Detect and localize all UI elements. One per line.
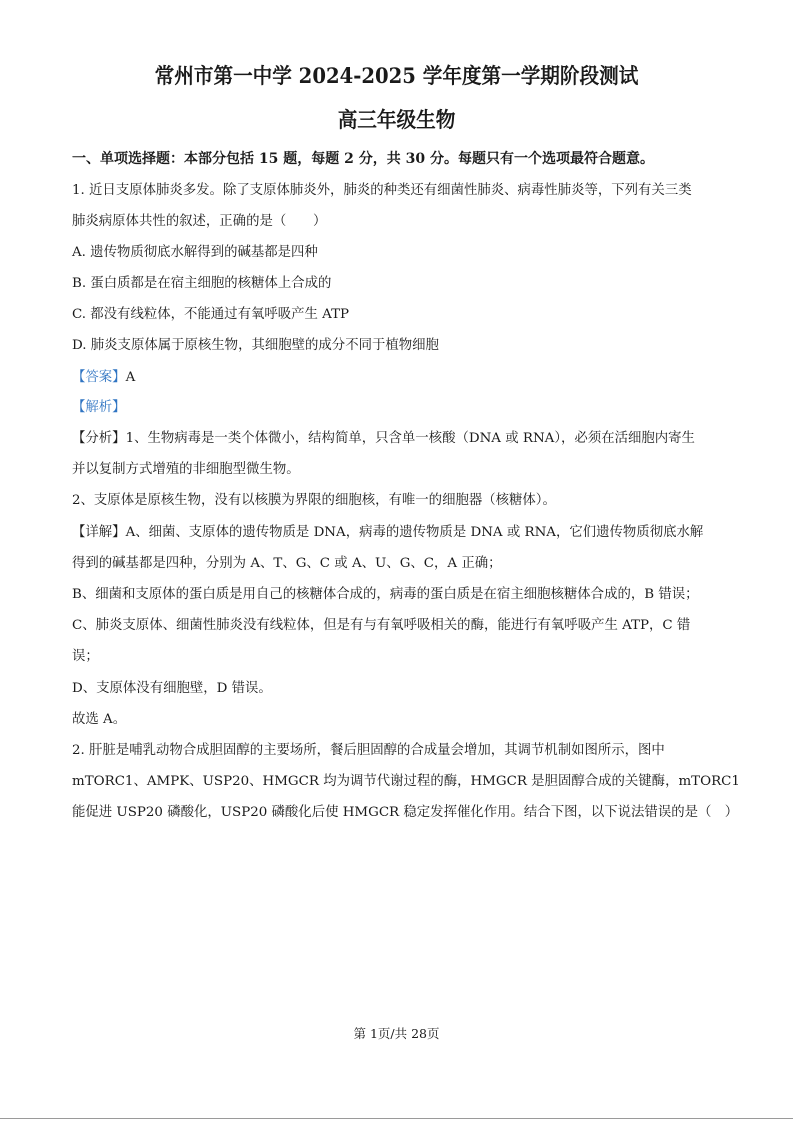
q1-stem-line-2: 肺炎病原体共性的叙述，正确的是（ ） [72, 214, 327, 229]
q2-stem-line-3: 能促进 USP20 磷酸化，USP20 磷酸化后使 HMGCR 稳定发挥催化作用。结合下图，以下说法错误的是（ ） [72, 805, 739, 820]
q1-xiangjie-line-1 [72, 524, 703, 542]
q2-stem-line-1: 2. 肝脏是哺乳动物合成胆固醇的主要场所，餐后胆固醇的合成量会增加，其调节机制如图所示，图中 [72, 743, 665, 758]
q1-option-d: D. 肺炎支原体属于原核生物，其细胞壁的成分不同于植物细胞 [72, 338, 439, 353]
analysis-tag: 【解析】 [72, 400, 126, 415]
page-subtitle: 高三年级生物 [337, 107, 456, 132]
q1-xiangjie-line-6: D、支原体没有细胞壁，D 错误。 [72, 681, 272, 696]
q1-answer [72, 369, 135, 387]
q1-fenxi-line-3: 2、支原体是原核生物，没有以核膜为界限的细胞核，有唯一的细胞器（核糖体）。 [72, 493, 556, 508]
answer-tag: 【答案】 [72, 370, 126, 385]
q1-fenxi-line-1 [72, 430, 695, 448]
q1-option-c: C. 都没有线粒体，不能通过有氧呼吸产生 ATP [72, 307, 350, 322]
q1-option-a: A. 遗传物质彻底水解得到的碱基都是四种 [72, 245, 318, 260]
q1-stem-line-1: 1. 近日支原体肺炎多发。除了支原体肺炎外，肺炎的种类还有细菌性肺炎、病毒性肺炎等，下列有关三类 [72, 183, 692, 198]
xiangjie-tag: 【详解】 [72, 525, 126, 540]
q2-stem-line-2: mTORC1、AMPK、USP20、HMGCR 均为调节代谢过程的酶，HMGCR 是胆固醇合成的关键酶，mTORC1 [72, 774, 740, 789]
answer-value: A [125, 370, 136, 385]
q1-xiangjie-line-2: 得到的碱基都是四种，分别为 A、T、G、C 或 A、U、G、C，A 正确； [72, 556, 502, 571]
q1-option-b: B. 蛋白质都是在宿主细胞的核糖体上合成的 [72, 276, 332, 291]
page-footer: 第 1页/共 28页 [353, 1026, 440, 1041]
fenxi-tag: 【分析】 [72, 431, 126, 446]
xiangjie-text-1: A、细菌、支原体的遗传物质是 DNA，病毒的遗传物质是 DNA 或 RNA，它们遗传物质彻底水解 [125, 525, 704, 540]
bottom-divider [0, 1118, 793, 1119]
q1-analysis [72, 399, 126, 417]
q1-conclusion: 故选 A。 [72, 712, 127, 727]
q1-xiangjie-line-5: 误； [72, 649, 99, 664]
q1-xiangjie-line-4: C、肺炎支原体、细菌性肺炎没有线粒体，但是有与有氧呼吸相关的酶，能进行有氧呼吸产生 ATP，C 错 [72, 618, 691, 633]
section-heading: 一、单项选择题：本部分包括 15 题，每题 2 分，共 30 分。每题只有一个选项最符合题意。 [72, 151, 654, 167]
fenxi-text-1: 1、生物病毒是一类个体微小，结构简单，只含单一核酸（DNA 或 RNA），必须在活细胞内寄生 [125, 431, 695, 446]
page-title: 常州市第一中学 2024-2025 学年度第一学期阶段测试 [154, 63, 639, 88]
q1-xiangjie-line-3: B、细菌和支原体的蛋白质是用自己的核糖体合成的，病毒的蛋白质是在宿主细胞核糖体合成的，B 错误； [72, 587, 699, 602]
q1-fenxi-line-2: 并以复制方式增殖的非细胞型微生物。 [72, 462, 300, 477]
